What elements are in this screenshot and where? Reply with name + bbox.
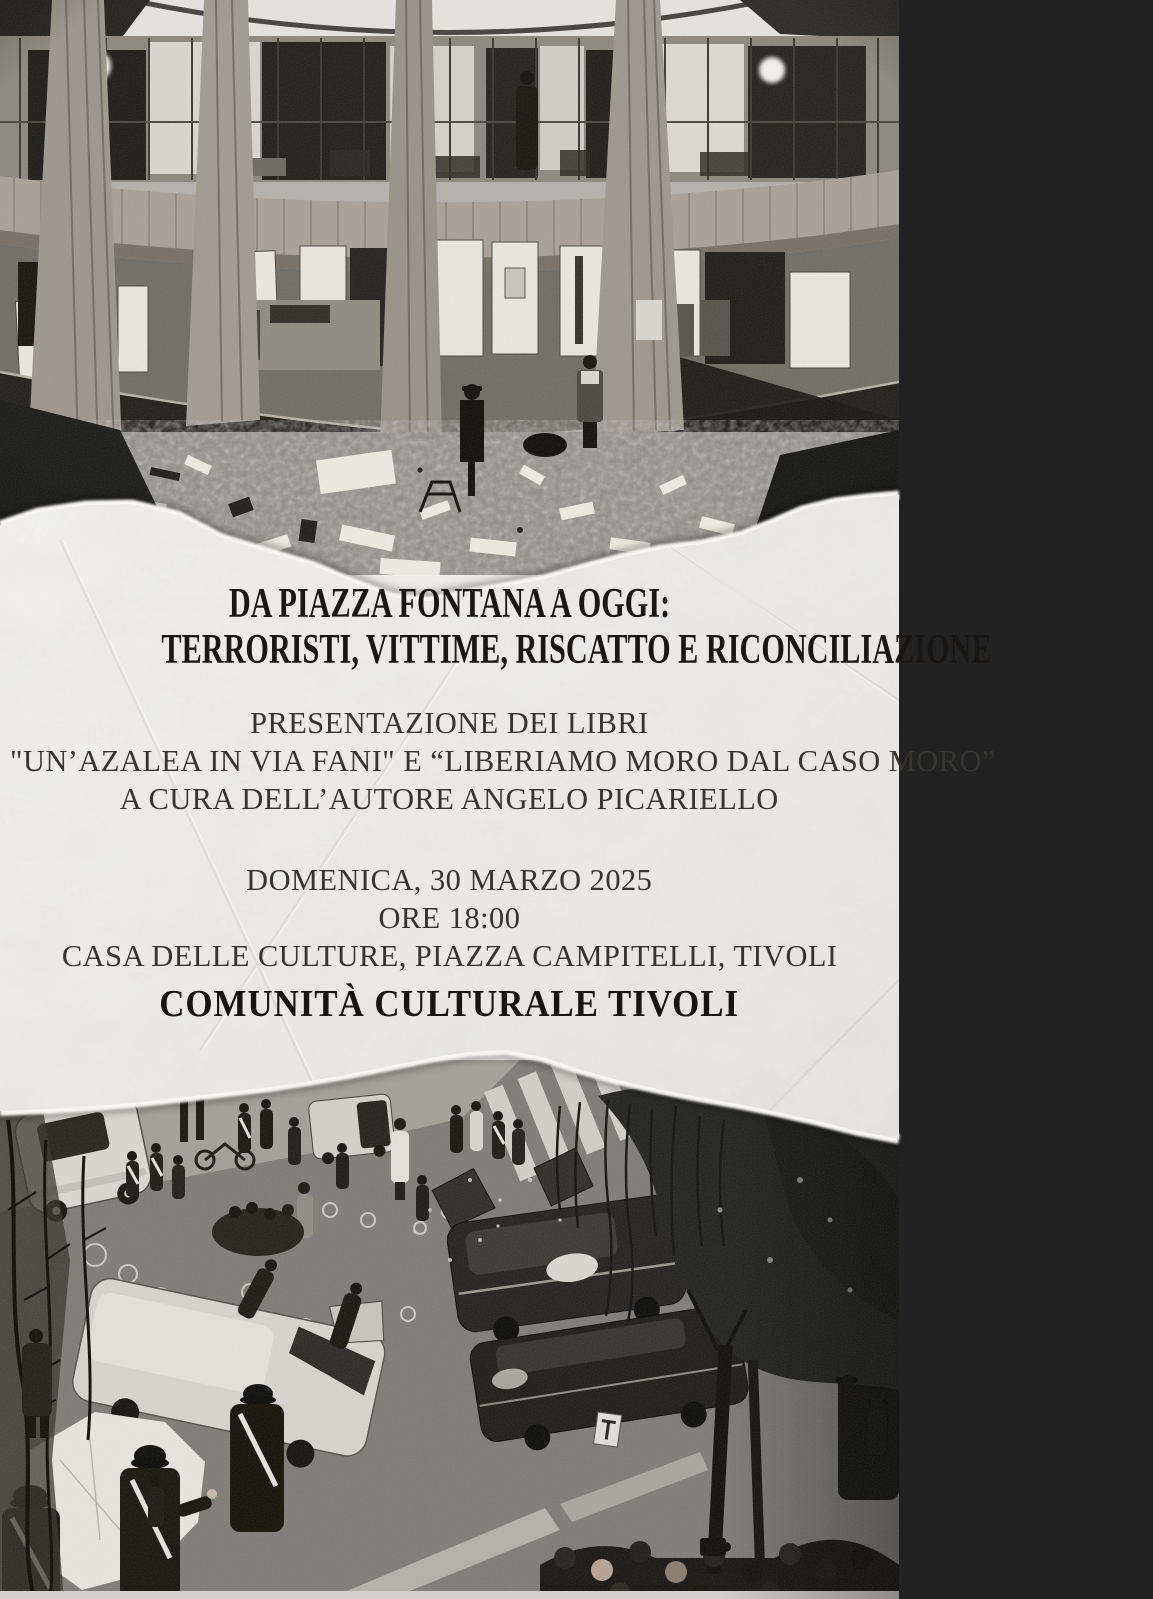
presentation-line-2: "UN’AZALEA IN VIA FANI" E “LIBERIAMO MORO DAL CASO MORO” [10, 743, 996, 778]
organizer-name: COMUNITÀ CULTURALE TIVOLI [159, 983, 740, 1025]
presentation-line-3: A CURA DELL’AUTORE ANGELO PICARIELLO [119, 781, 779, 816]
torn-paper-panel [0, 490, 996, 1150]
title-line-1: DA PIAZZA FONTANA A OGGI: [228, 581, 671, 627]
presentation-line-1: PRESENTAZIONE DEI LIBRI [250, 705, 649, 740]
event-date: DOMENICA, 30 MARZO 2025 [246, 862, 653, 897]
event-venue: CASA DELLE CULTURE, PIAZZA CAMPITELLI, TIVOLI [61, 938, 838, 973]
event-time: ORE 18:00 [378, 900, 521, 935]
title-line-2: TERRORISTI, VITTIME, RISCATTO E RICONCILIAZIONE [161, 627, 992, 673]
piazza-fontana-photo [0, 0, 899, 578]
